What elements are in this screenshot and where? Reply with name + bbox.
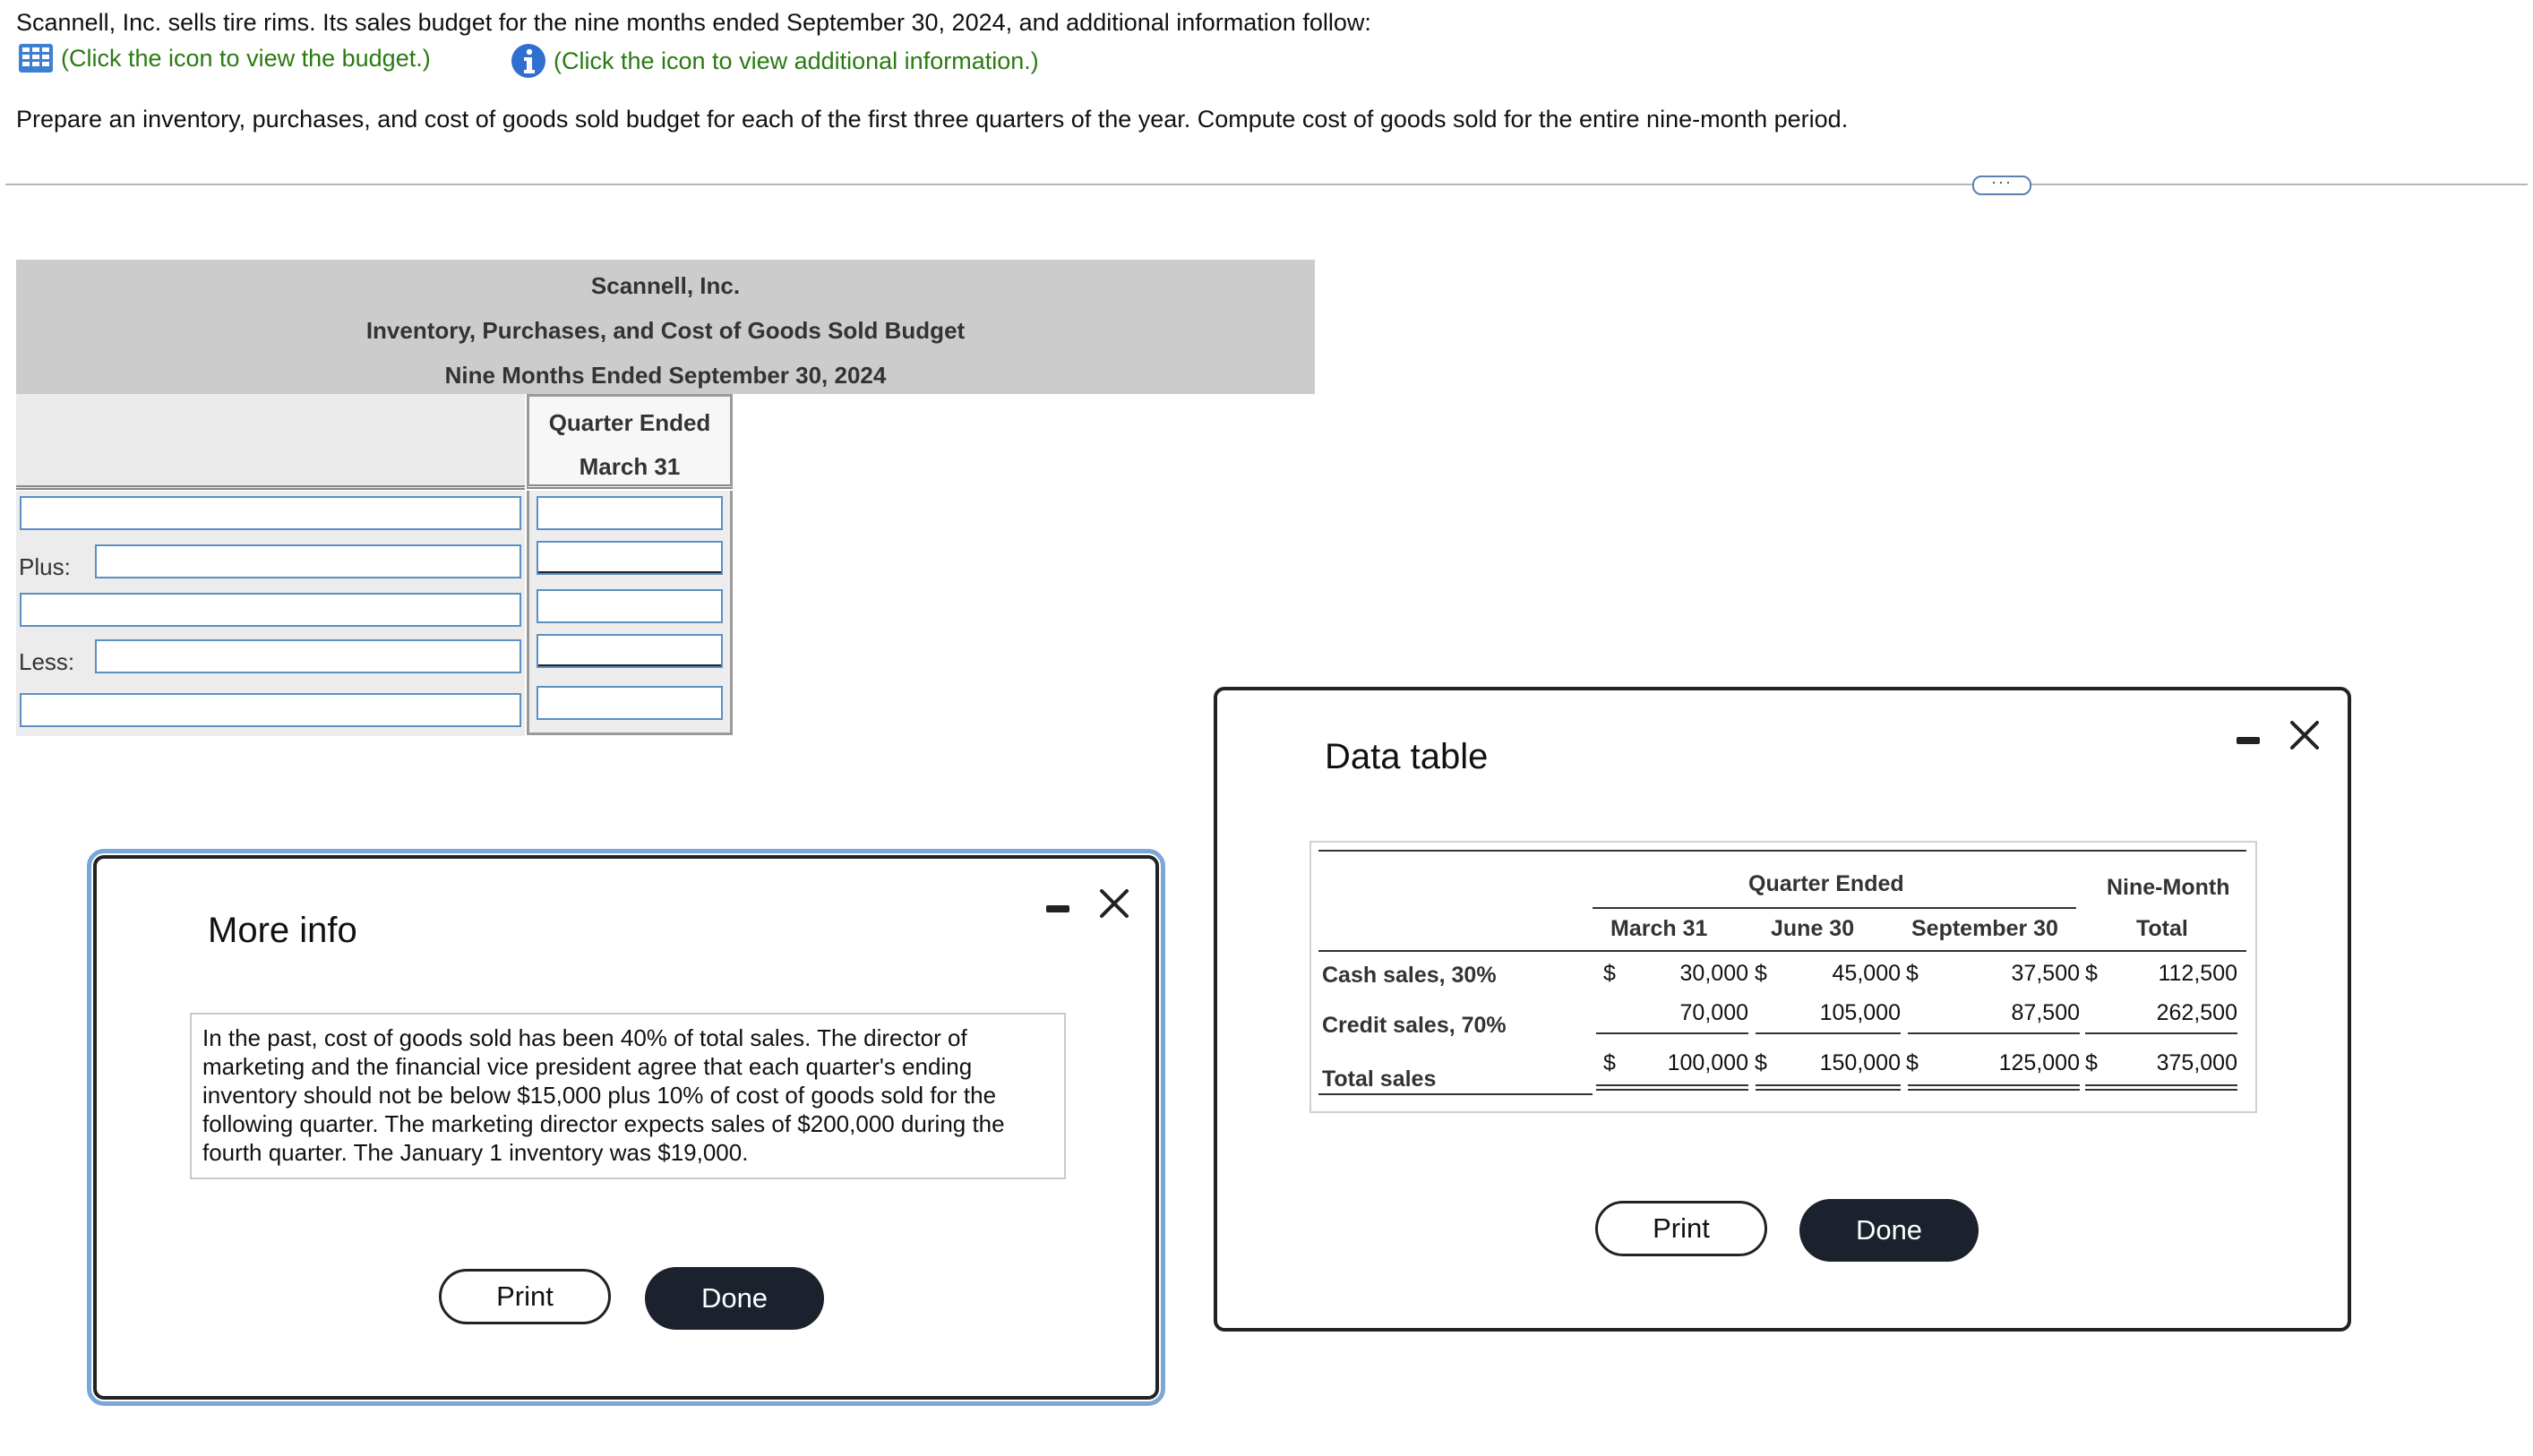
dollar-sign: $	[1755, 961, 1767, 986]
row-label-total-sales: Total sales	[1322, 1066, 1437, 1092]
plus-label: Plus:	[19, 553, 71, 580]
data-table-print-button[interactable]: Print	[1595, 1201, 1767, 1256]
more-info-print-button[interactable]: Print	[439, 1269, 611, 1324]
total-march: 100,000	[1667, 1050, 1748, 1075]
problem-prompt: Prepare an inventory, purchases, and cost of goods sold budget for each of the first three quarters of the year. Compute cost of goods sold for the entire nine-month period.	[16, 106, 1849, 133]
dollar-sign: $	[1755, 1050, 1767, 1075]
march-row-2-input[interactable]	[537, 541, 723, 575]
view-info-link[interactable]	[511, 43, 1039, 79]
worksheet-header	[16, 260, 1315, 394]
view-budget-link[interactable]	[18, 43, 431, 73]
header-march-31: March 31	[1610, 916, 1708, 941]
table-grid-icon[interactable]	[18, 43, 54, 73]
expand-ellipsis-button[interactable]: ···	[1972, 176, 2031, 195]
column-header-quarter-ended: Quarter Ended	[548, 409, 711, 436]
march-row-3-input[interactable]	[537, 589, 723, 623]
cash-total: 112,500	[2158, 961, 2237, 986]
problem-intro: Scannell, Inc. sells tire rims. Its sales budget for the nine months ended September 30, 2024, and additional information follow:	[16, 9, 1371, 36]
march-row-4-input[interactable]	[537, 634, 723, 668]
worksheet-label-header	[16, 394, 525, 490]
data-table-dialog	[1214, 687, 2351, 1332]
row-label-cash-sales: Cash sales, 30%	[1322, 963, 1497, 988]
dollar-sign: $	[2085, 961, 2098, 986]
credit-june: 105,000	[1819, 1000, 1901, 1025]
worksheet-march-column	[527, 491, 733, 735]
less-label: Less:	[19, 648, 75, 675]
total-june: 150,000	[1819, 1050, 1901, 1075]
close-icon[interactable]	[2288, 719, 2321, 751]
header-september-30: September 30	[1911, 916, 2058, 941]
row-3-label-input[interactable]	[20, 593, 521, 627]
march-row-1-input[interactable]	[537, 496, 723, 530]
section-divider	[5, 184, 2528, 185]
dollar-sign: $	[1603, 961, 1616, 986]
total-september: 125,000	[1998, 1050, 2080, 1075]
march-row-5-input[interactable]	[537, 686, 723, 720]
row-1-label-input[interactable]	[20, 496, 521, 530]
row-4-label-input[interactable]	[95, 639, 521, 673]
data-table-title: Data table	[1325, 737, 1489, 776]
total-total: 375,000	[2156, 1050, 2237, 1075]
worksheet-period: Nine Months Ended September 30, 2024	[444, 362, 887, 389]
header-june-30: June 30	[1771, 916, 1855, 941]
dollar-sign: $	[1603, 1050, 1616, 1075]
close-icon[interactable]	[1098, 887, 1130, 920]
header-quarter-ended: Quarter Ended	[1748, 871, 1904, 896]
info-icon[interactable]	[511, 43, 546, 79]
cash-june: 45,000	[1832, 961, 1901, 986]
dollar-sign: $	[2085, 1050, 2098, 1075]
view-info-link-text[interactable]: (Click the icon to view additional information.)	[554, 47, 1039, 74]
minimize-icon[interactable]	[2237, 737, 2260, 744]
worksheet-column-header	[527, 394, 733, 489]
worksheet-title: Inventory, Purchases, and Cost of Goods Sold Budget	[365, 317, 966, 344]
dollar-sign: $	[1906, 961, 1919, 986]
more-info-done-button[interactable]: Done	[645, 1267, 824, 1330]
cash-march: 30,000	[1679, 961, 1748, 986]
row-label-credit-sales: Credit sales, 70%	[1322, 1013, 1507, 1038]
row-5-label-input[interactable]	[20, 693, 521, 727]
header-nine-month: Nine-Month	[2107, 875, 2230, 900]
data-table-done-button[interactable]: Done	[1799, 1199, 1979, 1262]
sales-budget-table	[1309, 841, 2257, 1113]
minimize-icon[interactable]	[1046, 905, 1069, 912]
more-info-title: More info	[208, 911, 357, 950]
more-info-text: In the past, cost of goods sold has been 40% of total sales. The director of marketing and the financial vice president agree that each quarter's ending inventory should not be below $15,000 plus 10% of cost of goods sold for the following quarter. The marketing director expects sales of $200,000 during the fourth quarter. The January 1 inventory was $19,000.	[190, 1013, 1066, 1179]
header-total: Total	[2136, 916, 2188, 941]
credit-total: 262,500	[2156, 1000, 2237, 1025]
dollar-sign: $	[1906, 1050, 1919, 1075]
worksheet-company: Scannell, Inc.	[590, 272, 741, 299]
credit-march: 70,000	[1679, 1000, 1748, 1025]
credit-september: 87,500	[2011, 1000, 2080, 1025]
cash-september: 37,500	[2011, 961, 2080, 986]
more-info-dialog	[93, 855, 1159, 1400]
worksheet-label-column	[16, 491, 525, 736]
view-budget-link-text[interactable]: (Click the icon to view the budget.)	[61, 44, 431, 72]
column-header-march-31: March 31	[579, 453, 681, 480]
row-2-label-input[interactable]	[95, 544, 521, 578]
